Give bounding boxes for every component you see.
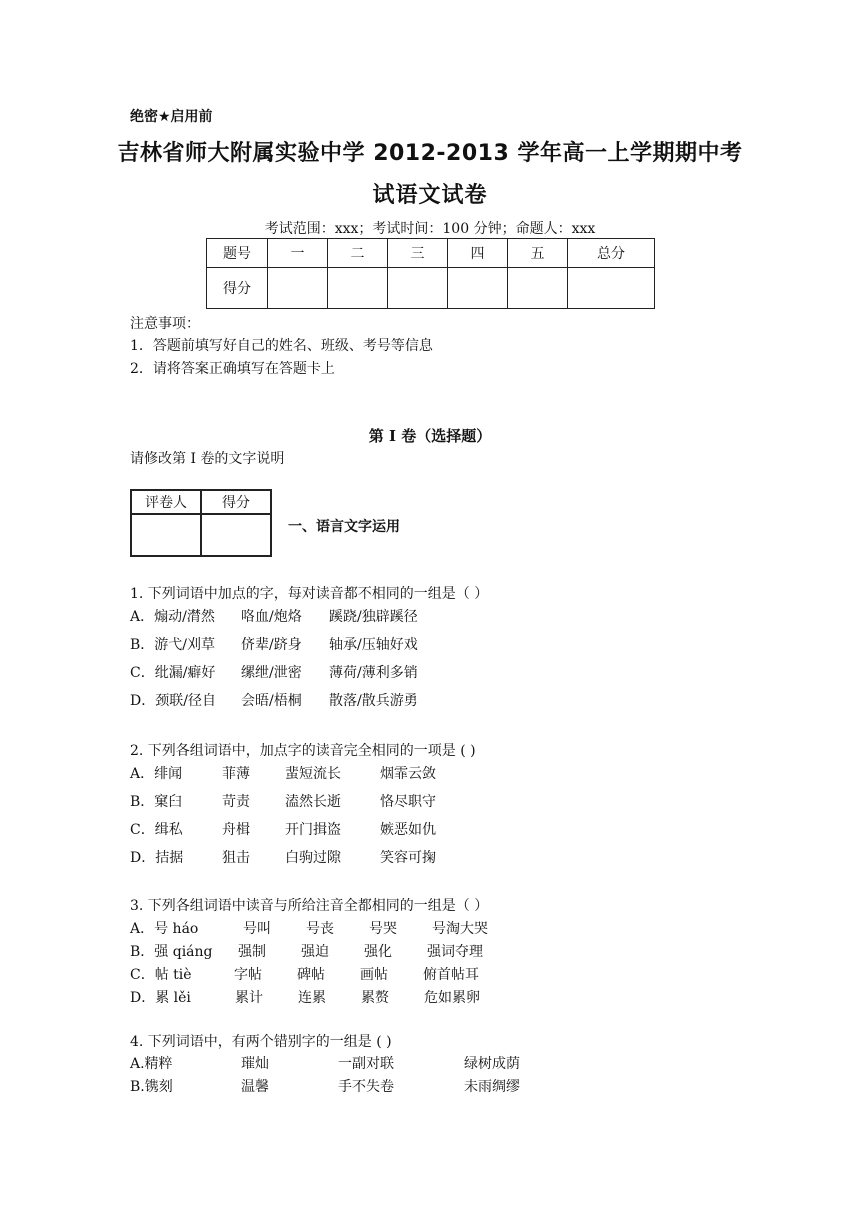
score-cell[interactable] bbox=[388, 268, 448, 309]
option-text: 字帖 bbox=[234, 967, 262, 983]
option-text: B．窠臼 bbox=[130, 794, 183, 810]
option-text: 咯血/炮烙 bbox=[241, 609, 302, 625]
option-text: 累计 bbox=[235, 990, 263, 1006]
option-text: 号叫 bbox=[243, 921, 271, 937]
grader-header: 评卷人 bbox=[131, 490, 201, 514]
option-text: 连累 bbox=[298, 990, 326, 1006]
secret-label: 绝密★启用前 bbox=[130, 109, 213, 125]
score-row-label: 得分 bbox=[207, 268, 268, 309]
exam-title-line1: 吉林省师大附属实验中学 2012-2013 学年高一上学期期中考 bbox=[117, 141, 743, 166]
option-text: 恪尽职守 bbox=[380, 794, 436, 810]
note-item: 1．答题前填写好自己的姓名、班级、考号等信息 bbox=[130, 338, 433, 354]
score-cell[interactable] bbox=[448, 268, 508, 309]
option-text: 散落/散兵游勇 bbox=[329, 693, 418, 709]
option-text: 号哭 bbox=[369, 921, 397, 937]
option-text: 一副对联 bbox=[338, 1056, 394, 1072]
grader-cell[interactable] bbox=[201, 514, 271, 556]
option-text: 蜚短流长 bbox=[285, 766, 341, 782]
option-text: 危如累卵 bbox=[424, 990, 480, 1006]
option-text: 累赘 bbox=[361, 990, 389, 1006]
score-header-cell: 一 bbox=[268, 239, 328, 268]
option-text: 笑容可掬 bbox=[380, 850, 436, 866]
option-text: 号淘大哭 bbox=[432, 921, 488, 937]
option-text: 未雨绸缪 bbox=[464, 1079, 520, 1095]
option-text: A．煽动/潸然 bbox=[130, 609, 215, 625]
option-text: B．强 qiáng bbox=[130, 944, 213, 960]
score-cell[interactable] bbox=[268, 268, 328, 309]
option-text: A.精粹 bbox=[130, 1056, 173, 1072]
option-text: 手不失卷 bbox=[338, 1079, 394, 1095]
option-text: 白驹过隙 bbox=[285, 850, 341, 866]
grader-table bbox=[130, 489, 272, 557]
score-cell[interactable] bbox=[508, 268, 568, 309]
score-cell[interactable] bbox=[328, 268, 388, 309]
question-stem: 1. 下列词语中加点的字，每对读音都不相同的一组是（ ） bbox=[130, 586, 489, 602]
question-stem: 2. 下列各组词语中，加点字的读音完全相同的一项是 ( ) bbox=[130, 743, 476, 759]
option-text: A．绯闻 bbox=[130, 766, 183, 782]
score-header-cell: 三 bbox=[388, 239, 448, 268]
option-text: 嫉恶如仇 bbox=[380, 822, 436, 838]
option-text: 舟楫 bbox=[222, 822, 250, 838]
option-text: D．累 lěi bbox=[130, 990, 191, 1006]
score-header-cell: 总分 bbox=[568, 239, 655, 268]
option-text: C．帖 tiè bbox=[130, 967, 192, 983]
option-text: 俯首帖耳 bbox=[423, 967, 479, 983]
option-text: 薄荷/薄利多销 bbox=[329, 665, 418, 681]
option-text: 强制 bbox=[238, 944, 266, 960]
option-text: B.镌刻 bbox=[130, 1079, 173, 1095]
question-stem: 3. 下列各组词语中读音与所给注音全都相同的一组是（ ） bbox=[130, 898, 489, 914]
score-header-cell: 四 bbox=[448, 239, 508, 268]
option-text: 开门揖盗 bbox=[285, 822, 341, 838]
option-text: 烟霏云敛 bbox=[380, 766, 436, 782]
option-text: 蹊跷/独辟蹊径 bbox=[329, 609, 418, 625]
option-text: 璀灿 bbox=[241, 1056, 269, 1072]
exam-info: 考试范围：xxx；考试时间：100 分钟；命题人：xxx bbox=[264, 221, 596, 237]
note-item: 2．请将答案正确填写在答题卡上 bbox=[130, 361, 335, 377]
score-table bbox=[206, 238, 655, 309]
option-text: C．纰漏/癖好 bbox=[130, 665, 216, 681]
grader-header: 得分 bbox=[201, 490, 271, 514]
option-text: D．拮据 bbox=[130, 850, 184, 866]
score-header-cell: 题号 bbox=[207, 239, 268, 268]
option-text: 强化 bbox=[364, 944, 392, 960]
option-text: 强词夺理 bbox=[427, 944, 483, 960]
option-text: 号丧 bbox=[306, 921, 334, 937]
part-title: 第 I 卷（选择题） bbox=[368, 427, 492, 445]
exam-title-line2: 试语文试卷 bbox=[372, 183, 488, 208]
option-text: 轴承/压轴好戏 bbox=[329, 637, 418, 653]
section-title: 一、语言文字运用 bbox=[288, 519, 400, 535]
grader-cell[interactable] bbox=[131, 514, 201, 556]
option-text: 溘然长逝 bbox=[285, 794, 341, 810]
option-text: 绿树成荫 bbox=[464, 1056, 520, 1072]
option-text: 侪辈/跻身 bbox=[241, 637, 302, 653]
option-text: C．缉私 bbox=[130, 822, 183, 838]
option-text: 狙击 bbox=[222, 850, 250, 866]
option-text: 画帖 bbox=[360, 967, 388, 983]
option-text: 苛责 bbox=[222, 794, 250, 810]
score-cell[interactable] bbox=[568, 268, 655, 309]
part-description: 请修改第 I 卷的文字说明 bbox=[130, 451, 285, 467]
option-text: 强迫 bbox=[301, 944, 329, 960]
option-text: 会晤/梧桐 bbox=[241, 693, 302, 709]
score-header-cell: 五 bbox=[508, 239, 568, 268]
option-text: B．游弋/刈草 bbox=[130, 637, 216, 653]
notes-title: 注意事项： bbox=[130, 316, 200, 332]
option-text: 缧绁/泄密 bbox=[241, 665, 302, 681]
question-stem: 4. 下列词语中，有两个错别字的一组是 ( ) bbox=[130, 1034, 392, 1050]
option-text: 菲薄 bbox=[222, 766, 250, 782]
option-text: A．号 háo bbox=[130, 921, 199, 937]
option-text: 温馨 bbox=[241, 1079, 269, 1095]
option-text: 碑帖 bbox=[297, 967, 325, 983]
option-text: D．颈联/径自 bbox=[130, 693, 216, 709]
score-header-cell: 二 bbox=[328, 239, 388, 268]
